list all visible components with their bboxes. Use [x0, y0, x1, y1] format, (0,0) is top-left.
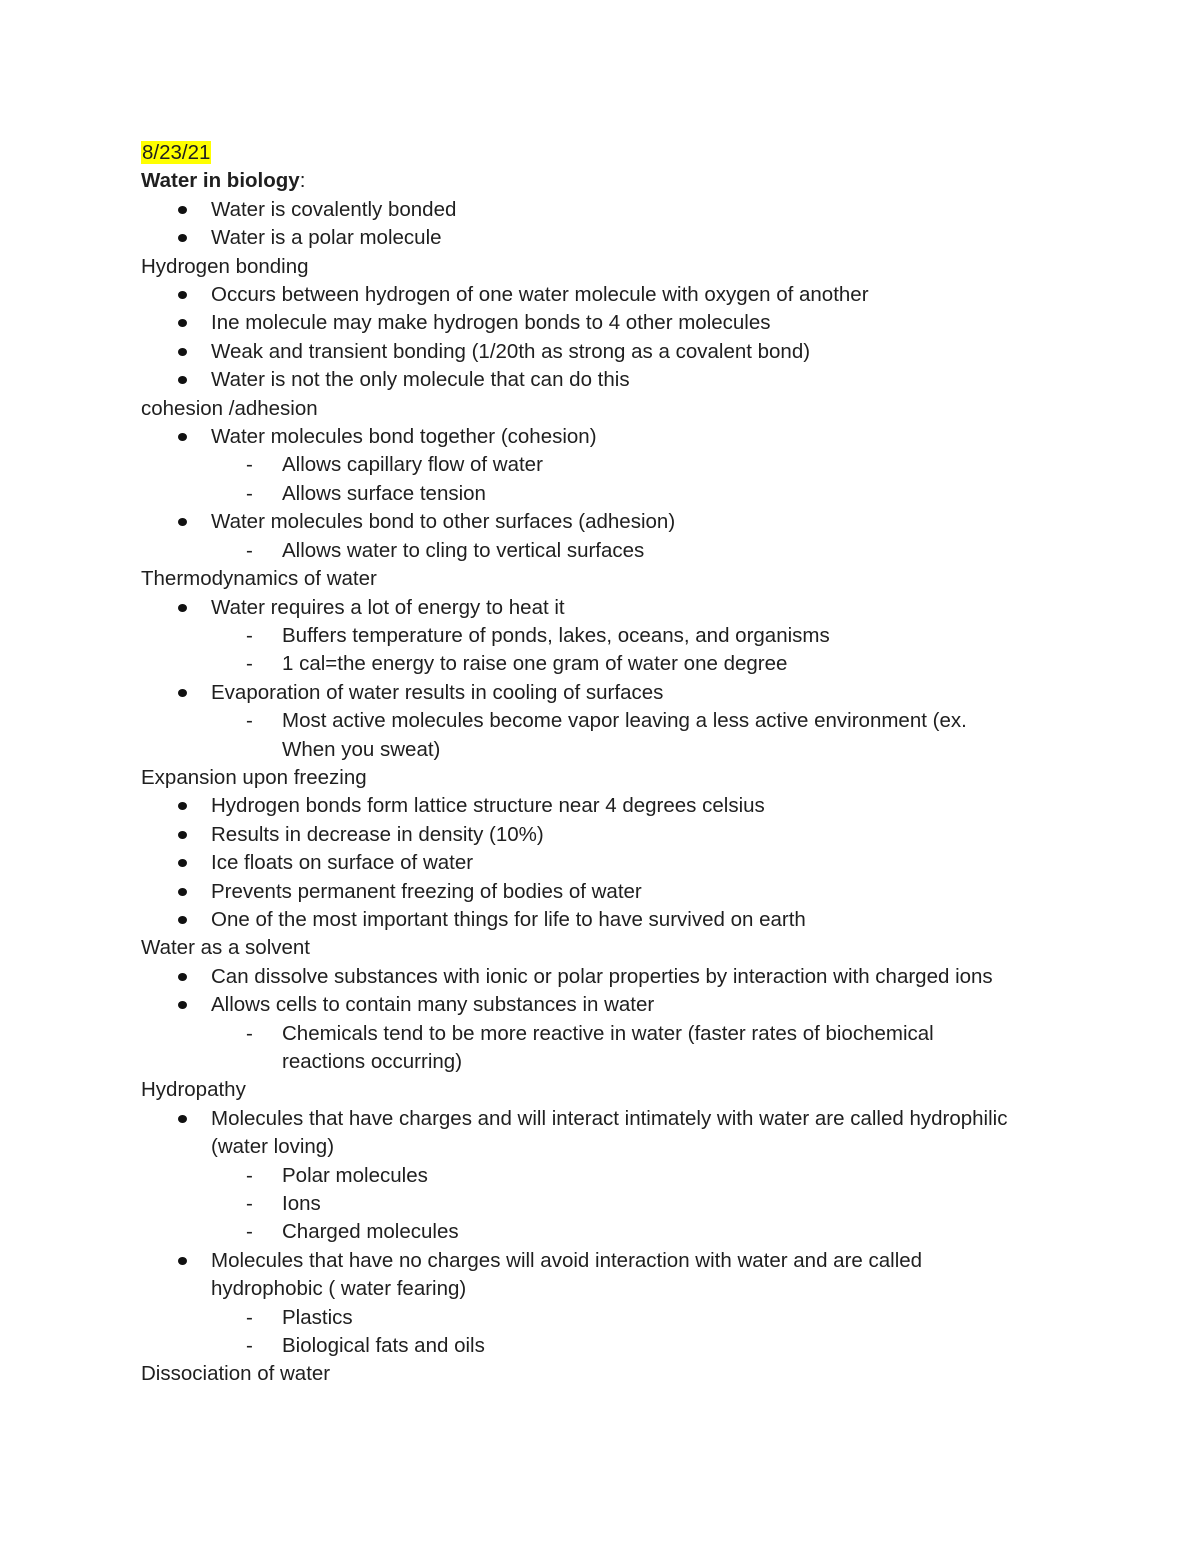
- sub-bullet-text: reactions occurring): [282, 1050, 463, 1073]
- bullet-item: [141, 991, 1081, 1019]
- title-colon: :: [299, 169, 306, 193]
- sub-bullet-item: [141, 451, 1081, 479]
- bullet-dot-icon: [178, 206, 187, 214]
- sub-bullet-continuation: [141, 1048, 1081, 1076]
- sub-bullet-text: Buffers temperature of ponds, lakes, oceans, and organisms: [282, 623, 830, 647]
- bullet-dot-icon: [178, 973, 187, 981]
- dash-marker: -: [246, 1220, 253, 1244]
- dash-marker: -: [246, 1192, 253, 1216]
- sub-bullet-text: Biological fats and oils: [282, 1334, 485, 1358]
- date-line: [141, 139, 1081, 167]
- sub-bullet-item: [141, 537, 1081, 565]
- heading-cohesion-adhesion: cohesion /adhesion: [141, 396, 318, 420]
- sub-bullet-text: Allows water to cling to vertical surfaces: [282, 538, 645, 562]
- sub-bullet-item: [141, 1190, 1081, 1218]
- bullet-item: [141, 196, 1081, 224]
- sub-bullet-item: [141, 622, 1081, 650]
- bullet-item: [141, 849, 1081, 877]
- sub-bullet-item: [141, 707, 1081, 735]
- bullet-dot-icon: [178, 604, 187, 612]
- bullet-text: Evaporation of water results in cooling of surfaces: [211, 680, 664, 704]
- bullet-item: [141, 679, 1081, 707]
- heading-expansion-upon-freezing: Expansion upon freezing: [141, 765, 367, 789]
- heading-thermodynamics: Thermodynamics of water: [141, 567, 377, 591]
- bullet-text: Can dissolve substances with ionic or polar properties by interaction with charged ions: [211, 964, 993, 988]
- dash-marker: -: [246, 709, 253, 733]
- heading-hydropathy: Hydropathy: [141, 1078, 246, 1102]
- title-bold-text: Water in biology: [141, 169, 300, 193]
- bullet-dot-icon: [178, 831, 187, 839]
- heading-hydrogen-bonding: Hydrogen bonding: [141, 254, 309, 278]
- bullet-continuation: [141, 1133, 1081, 1161]
- sub-bullet-text: 1 cal=the energy to raise one gram of water one degree: [282, 652, 788, 676]
- sub-bullet-text: Allows capillary flow of water: [282, 453, 543, 477]
- bullet-item: [141, 906, 1081, 934]
- bullet-text: Water is covalently bonded: [211, 197, 457, 221]
- bullet-continuation: [141, 1275, 1081, 1303]
- sub-bullet-text: When you sweat): [282, 737, 441, 761]
- sub-bullet-text: Polar molecules: [282, 1163, 428, 1187]
- bullet-dot-icon: [178, 1115, 187, 1123]
- bullet-dot-icon: [178, 689, 187, 697]
- dash-marker: -: [246, 623, 253, 647]
- bullet-text: Molecules that have no charges will avoid interaction with water and are called: [211, 1248, 923, 1272]
- bullet-dot-icon: [178, 291, 187, 299]
- sub-bullet-item: [141, 650, 1081, 678]
- bullet-item: [141, 423, 1081, 451]
- bullet-dot-icon: [178, 348, 187, 356]
- bullet-text: (water loving): [211, 1135, 335, 1159]
- sub-bullet-text: Charged molecules: [282, 1220, 459, 1244]
- bullet-text: One of the most important things for life to have survived on earth: [211, 907, 806, 931]
- bullet-dot-icon: [178, 1257, 187, 1265]
- heading-dissociation-of-water: Dissociation of water: [141, 1362, 331, 1386]
- dash-marker: -: [246, 1021, 253, 1045]
- sub-bullet-text: Ions: [282, 1192, 321, 1216]
- bullet-item: [141, 1247, 1081, 1275]
- bullet-text: Results in decrease in density (10%): [211, 822, 544, 846]
- bullet-dot-icon: [178, 518, 187, 526]
- bullet-text: Water is not the only molecule that can do this: [211, 368, 630, 392]
- bullet-dot-icon: [178, 319, 187, 327]
- dash-marker: -: [246, 1334, 253, 1358]
- sub-bullet-text: Chemicals tend to be more reactive in water (faster rates of biochemical: [282, 1021, 934, 1045]
- bullet-item: [141, 878, 1081, 906]
- bullet-dot-icon: [178, 888, 187, 896]
- sub-bullet-text: Most active molecules become vapor leaving a less active environment (ex.: [282, 709, 967, 733]
- bullet-item: [141, 508, 1081, 536]
- dash-marker: -: [246, 481, 253, 505]
- bullet-item: [141, 1105, 1081, 1133]
- bullet-text: Water is a polar molecule: [211, 226, 442, 250]
- bullet-dot-icon: [178, 916, 187, 924]
- dash-marker: -: [246, 1163, 253, 1187]
- date-highlight: 8/23/21: [142, 141, 211, 164]
- bullet-text: Allows cells to contain many substances in water: [211, 993, 655, 1017]
- bullet-item: [141, 963, 1081, 991]
- sub-bullet-item: [141, 1218, 1081, 1246]
- bullet-item: [141, 594, 1081, 622]
- bullet-item: [141, 338, 1081, 366]
- document-body: [141, 139, 1081, 1389]
- heading-water-as-solvent: Water as a solvent: [141, 936, 311, 960]
- sub-bullet-item: [141, 1162, 1081, 1190]
- bullet-item: [141, 281, 1081, 309]
- sub-bullet-item: [141, 480, 1081, 508]
- sub-bullet-item: [141, 1020, 1081, 1048]
- bullet-item: [141, 309, 1081, 337]
- bullet-dot-icon: [178, 802, 187, 810]
- bullet-item: [141, 224, 1081, 252]
- sub-bullet-text: Allows surface tension: [282, 481, 486, 505]
- dash-marker: -: [246, 652, 253, 676]
- bullet-text: Ine molecule may make hydrogen bonds to 4 other molecules: [211, 311, 771, 335]
- bullet-dot-icon: [178, 859, 187, 867]
- bullet-dot-icon: [178, 376, 187, 384]
- dash-marker: -: [246, 538, 253, 562]
- bullet-text: hydrophobic ( water fearing): [211, 1277, 467, 1301]
- bullet-dot-icon: [178, 433, 187, 441]
- bullet-item: [141, 792, 1081, 820]
- dash-marker: -: [246, 1305, 253, 1329]
- section-title-water-in-biology: [141, 167, 1081, 195]
- bullet-text: Water molecules bond together (cohesion): [211, 425, 597, 449]
- bullet-item: [141, 821, 1081, 849]
- bullet-text: Weak and transient bonding (1/20th as strong as a covalent bond): [211, 339, 811, 363]
- sub-bullet-item: [141, 1304, 1081, 1332]
- bullet-item: [141, 366, 1081, 394]
- dash-marker: -: [246, 453, 253, 477]
- sub-bullet-continuation: [141, 736, 1081, 764]
- bullet-dot-icon: [178, 234, 187, 242]
- bullet-dot-icon: [178, 1001, 187, 1009]
- bullet-text: Hydrogen bonds form lattice structure near 4 degrees celsius: [211, 794, 765, 818]
- bullet-text: Molecules that have charges and will interact intimately with water are called hydrophilic: [211, 1106, 1008, 1130]
- bullet-text: Water requires a lot of energy to heat it: [211, 595, 565, 619]
- sub-bullet-item: [141, 1332, 1081, 1360]
- bullet-text: Occurs between hydrogen of one water molecule with oxygen of another: [211, 283, 869, 307]
- bullet-text: Ice floats on surface of water: [211, 851, 474, 875]
- bullet-text: Prevents permanent freezing of bodies of water: [211, 879, 642, 903]
- bullet-text: Water molecules bond to other surfaces (adhesion): [211, 510, 676, 534]
- sub-bullet-text: Plastics: [282, 1305, 353, 1329]
